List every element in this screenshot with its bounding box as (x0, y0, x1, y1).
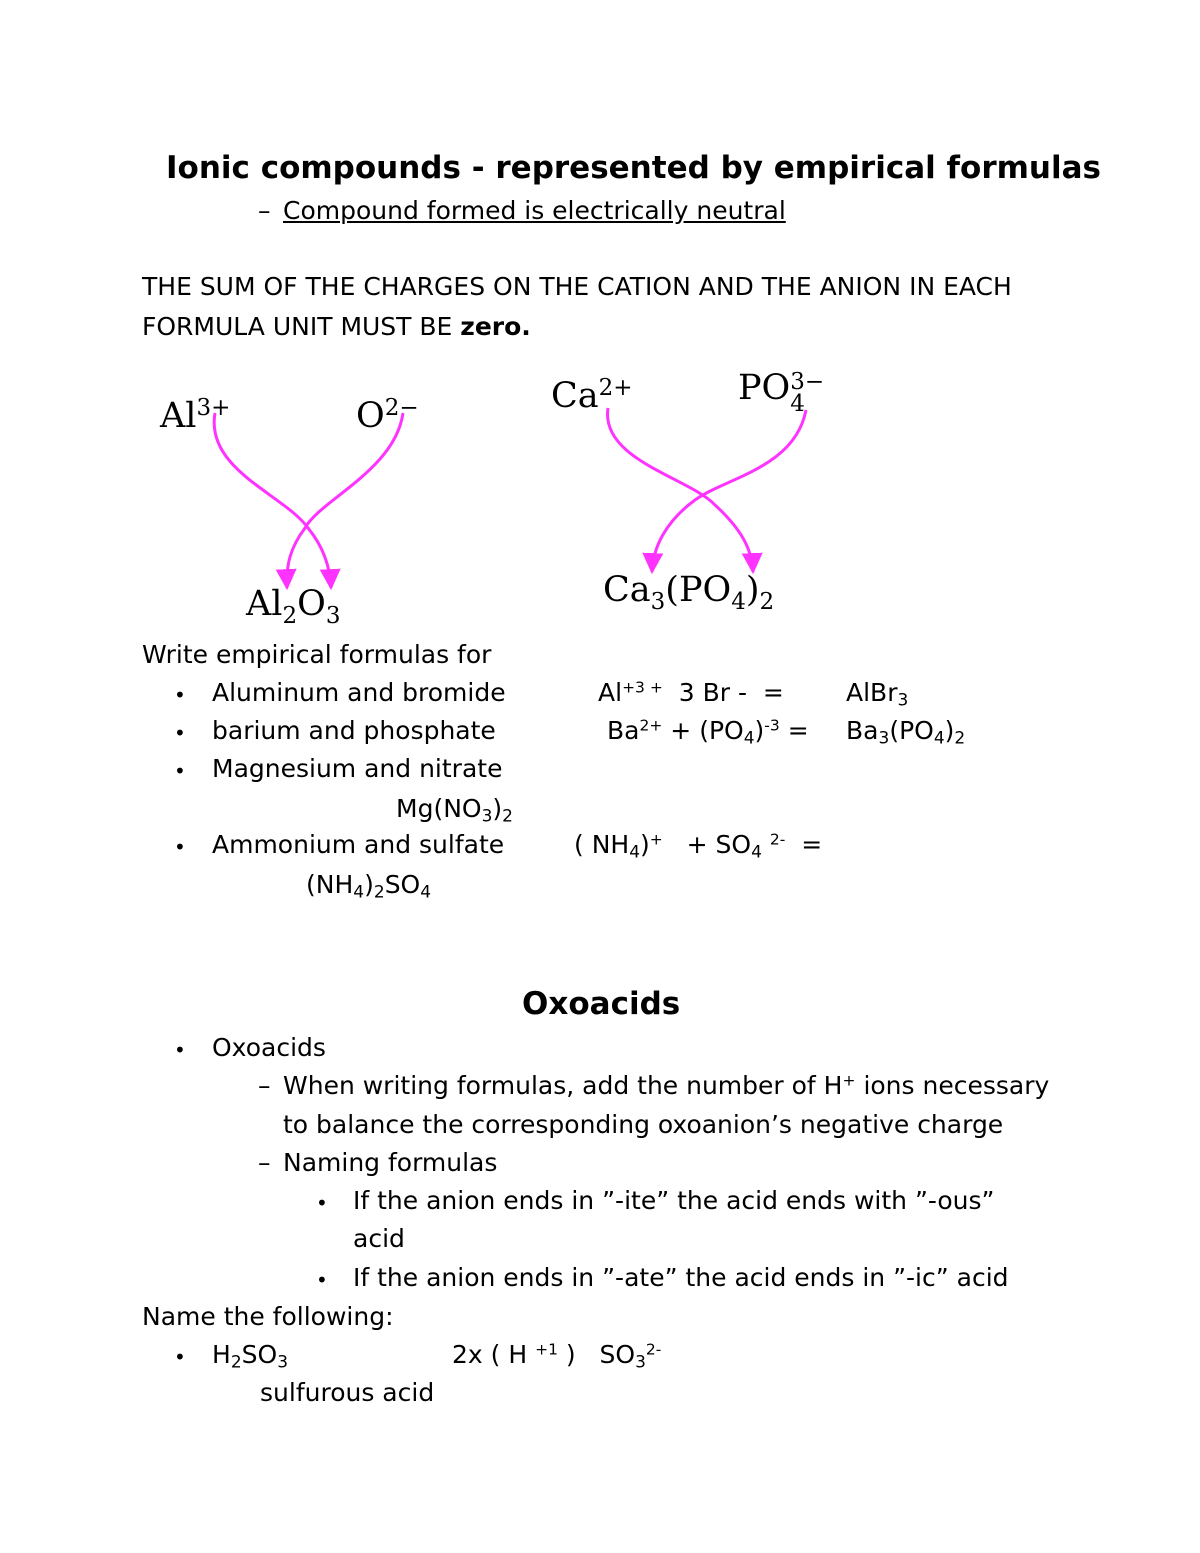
ion-po4: PO 3− 4 (738, 368, 825, 417)
naming-heading: Name the following: (142, 1302, 394, 1331)
section-title-oxoacids: Oxoacids (522, 986, 681, 1022)
bullet: • (174, 835, 186, 859)
bullet: • (174, 1345, 186, 1369)
item-aluminum-bromide: Aluminum and bromide (212, 678, 506, 707)
exercise-heading: Write empirical formulas for (142, 640, 492, 669)
eq-al-br: $Al^{+3 +}$ 3 Br - = (598, 678, 784, 707)
item-h2so3: $H_2SO_3$ (212, 1340, 289, 1373)
bullet: • (174, 683, 186, 707)
product-al2o3: $Al_2O_3$ (246, 584, 341, 629)
oxoacid-rule-line2: to balance the corresponding oxoanion’s negative charge (283, 1110, 1004, 1139)
dash-marker: – (258, 196, 271, 225)
eq-ba-po4: $Ba^{2+} + (PO_4)^{-3}$ = (607, 716, 809, 749)
result-mgno32: $Mg(NO_3)_2$ (396, 794, 513, 827)
item-ammonium-sulfate: Ammonium and sulfate (212, 830, 505, 859)
result-albr3: AlBr$_3$ (846, 678, 909, 711)
rule-bold-zero: zero. (460, 312, 531, 341)
result-ba3po42: $Ba_3(PO_4)_2$ (846, 716, 966, 749)
bullet: • (316, 1268, 328, 1292)
neutral-subpoint: Compound formed is electrically neutral (283, 196, 786, 225)
rule-line-1: THE SUM OF THE CHARGES ON THE CATION AND THE ANION IN EACH (142, 272, 1012, 301)
oxoacids-bullet: Oxoacids (212, 1033, 326, 1062)
answer-sulfurous-acid: sulfurous acid (260, 1378, 435, 1407)
ate-rule: If the anion ends in ”-ate” the acid ends in ”-ic” acid (353, 1263, 1009, 1292)
bullet: • (174, 721, 186, 745)
product-ca3po42: $Ca_3(PO_4)_2$ (603, 570, 775, 615)
dash-marker: – (258, 1148, 271, 1177)
naming-formulas: Naming formulas (283, 1148, 498, 1177)
item-barium-phosphate: barium and phosphate (212, 716, 496, 745)
ion-ca: $Ca^{2+}$ (551, 375, 633, 416)
bullet: • (316, 1191, 328, 1215)
bullet: • (174, 1038, 186, 1062)
result-nh42so4: $(NH_4)_2SO_4$ (306, 870, 432, 903)
ite-rule-line1: If the anion ends in ”-ite” the acid ends with ”-ous” (353, 1186, 995, 1215)
arrow-ca-to-po4-2 (607, 408, 753, 572)
arrow-po4-to-ca3 (652, 410, 806, 572)
h2so3-work: 2x ( H $^{+1}$ ) $SO_3^{2-}$ (452, 1340, 662, 1373)
bullet: • (174, 759, 186, 783)
ion-o: $O^{2-}$ (356, 395, 419, 436)
section-title-ionic: Ionic compounds - represented by empirical formulas (166, 150, 1101, 186)
rule-line-2: FORMULA UNIT MUST BE zero. (142, 312, 531, 341)
ion-al: $Al^{3+}$ (160, 395, 231, 436)
eq-nh4-so4: ( $NH_4)^+$ + $SO_4$ $^{2-}$ = (574, 830, 823, 863)
arrow-al-to-o3 (214, 413, 331, 588)
arrow-o-to-al2 (287, 413, 403, 588)
oxoacid-rule-line1: When writing formulas, add the number of H+ ions necessary (283, 1071, 1050, 1100)
dash-marker: – (258, 1071, 271, 1100)
item-magnesium-nitrate: Magnesium and nitrate (212, 754, 503, 783)
ite-rule-line2: acid (353, 1224, 405, 1253)
